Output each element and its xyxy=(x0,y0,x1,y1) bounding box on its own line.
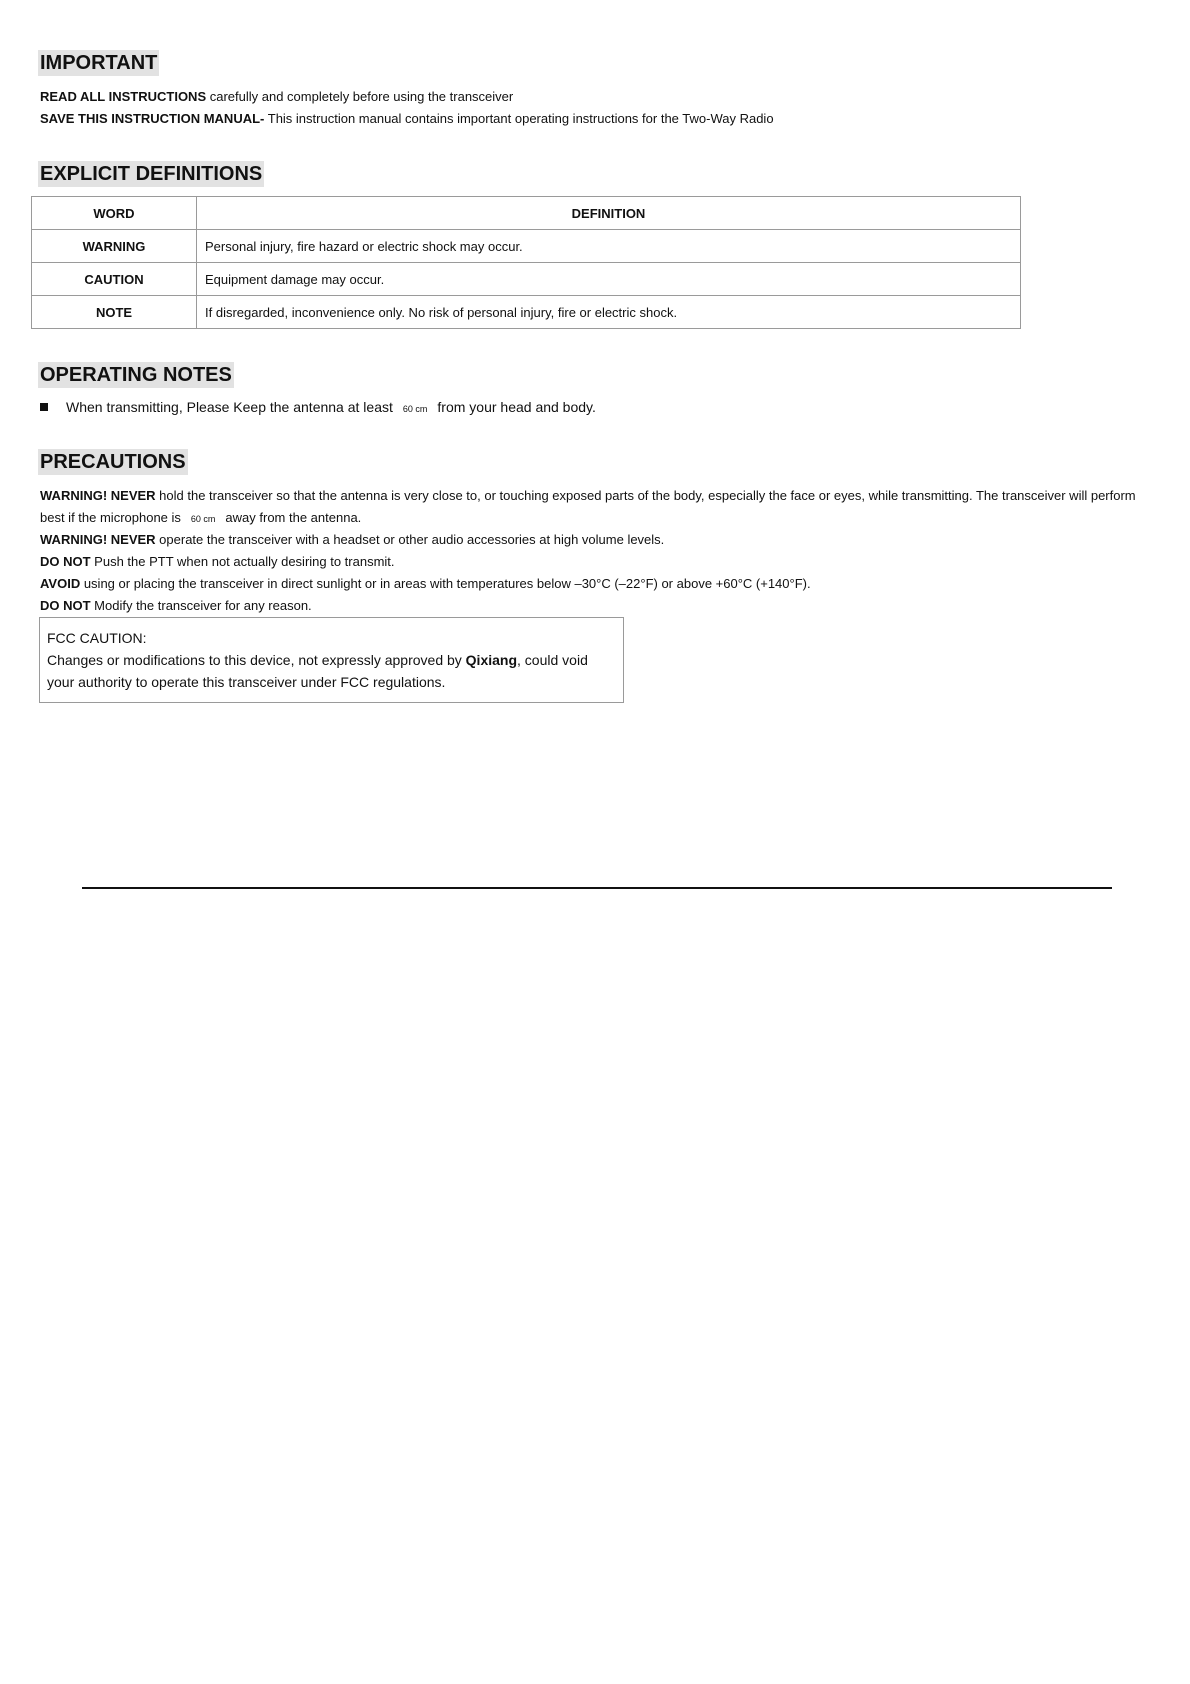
table-row xyxy=(32,296,1021,329)
table-header-row xyxy=(32,197,1021,230)
important-line-2-bold: SAVE THIS INSTRUCTION MANUAL- xyxy=(40,111,265,126)
operating-notes-heading: OPERATING NOTES xyxy=(40,364,232,386)
square-bullet-icon xyxy=(40,403,48,411)
important-heading: IMPORTANT xyxy=(40,52,158,74)
precaution-5-bold: DO NOT xyxy=(40,598,91,613)
precaution-1-text-a: hold the transceiver so that the antenna is very close to, or touching exposed parts of the body, especially the face or eyes, while transmitting. The transceiver will perform best if the microphone is xyxy=(40,488,1136,525)
fcc-caution-text xyxy=(47,649,616,693)
precaution-5-text: Modify the transceiver for any reason. xyxy=(90,598,312,613)
important-line-1-bold: READ ALL INSTRUCTIONS xyxy=(40,89,207,104)
important-line-1 xyxy=(40,88,513,106)
definition-cell: Personal injury, fire hazard or electric shock may occur. xyxy=(197,230,1021,263)
important-line-2-text: This instruction manual contains important operating instructions for the Two-Way Radio xyxy=(264,111,774,126)
definition-cell: If disregarded, inconvenience only. No risk of personal injury, fire or electric shock. xyxy=(197,296,1021,329)
fcc-text-b: , could void your authority to operate this transceiver under FCC regulations. xyxy=(47,652,588,690)
precaution-4-bold: AVOID xyxy=(40,576,81,591)
definition-cell: Equipment damage may occur. xyxy=(197,263,1021,296)
important-line-2 xyxy=(40,110,774,128)
horizontal-rule xyxy=(82,887,1112,889)
precaution-paragraph-4 xyxy=(40,575,811,593)
table-row xyxy=(32,263,1021,296)
fcc-brand: Qixiang xyxy=(465,652,518,668)
column-header-word: WORD xyxy=(32,197,197,230)
microphone-distance-value: 60 cm xyxy=(190,514,216,524)
word-cell: NOTE xyxy=(32,296,197,329)
precaution-3-text: Push the PTT when not actually desiring to transmit. xyxy=(90,554,395,569)
bullet-text-before: When transmitting, Please Keep the antenna at least xyxy=(66,399,393,415)
word-cell: CAUTION xyxy=(32,263,197,296)
operating-notes-bullet xyxy=(40,398,596,418)
precaution-4-text: using or placing the transceiver in direct sunlight or in areas with temperatures below –30°C (–22°F) or above +60°C (+140°F). xyxy=(80,576,811,591)
definitions-heading: EXPLICIT DEFINITIONS xyxy=(40,163,263,185)
fcc-text-a: Changes or modifications to this device, not expressly approved by xyxy=(47,652,466,668)
fcc-caution-title: FCC CAUTION: xyxy=(47,630,147,646)
precaution-1-bold: WARNING! NEVER xyxy=(40,488,156,503)
precaution-paragraph-2 xyxy=(40,531,664,549)
fcc-caution-box xyxy=(39,617,624,703)
precaution-1-text-b: away from the antenna. xyxy=(225,510,362,525)
bullet-text-after: from your head and body. xyxy=(437,399,596,415)
important-line-1-text: carefully and completely before using the transceiver xyxy=(206,89,514,104)
precaution-paragraph-5 xyxy=(40,597,312,615)
word-cell: WARNING xyxy=(32,230,197,263)
precaution-paragraph-3 xyxy=(40,553,395,571)
precaution-3-bold: DO NOT xyxy=(40,554,91,569)
precaution-paragraph-1 xyxy=(40,485,1150,530)
precaution-2-bold: WARNING! NEVER xyxy=(40,532,156,547)
definitions-table xyxy=(31,196,1021,329)
distance-value: 60 cm xyxy=(402,404,428,414)
column-header-definition: DEFINITION xyxy=(197,197,1021,230)
table-row xyxy=(32,230,1021,263)
precaution-2-text: operate the transceiver with a headset or other audio accessories at high volume levels. xyxy=(155,532,665,547)
precautions-heading: PRECAUTIONS xyxy=(40,451,186,473)
